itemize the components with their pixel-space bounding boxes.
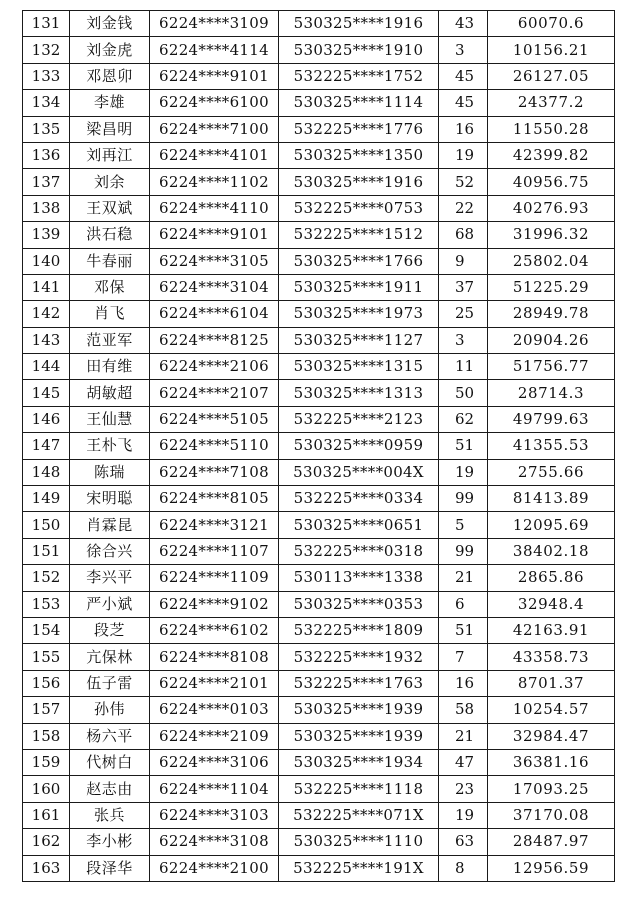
id-number-cell: 532225****1809 [279, 617, 439, 643]
name-cell: 杨六平 [70, 723, 150, 749]
bank-card-cell: 6224****2109 [150, 723, 279, 749]
id-number-cell: 530325****1934 [279, 749, 439, 775]
id-number-cell: 532225****0753 [279, 195, 439, 221]
row-index-cell: 158 [23, 723, 70, 749]
bank-card-cell: 6224****3121 [150, 512, 279, 538]
id-number-cell: 530325****0353 [279, 591, 439, 617]
amount-cell: 10254.57 [488, 697, 615, 723]
bank-card-cell: 6224****4101 [150, 142, 279, 168]
id-number-cell: 532225****1763 [279, 670, 439, 696]
count-cell: 19 [439, 459, 488, 485]
count-cell: 37 [439, 274, 488, 300]
bank-card-cell: 6224****7100 [150, 116, 279, 142]
name-cell: 王仙慧 [70, 406, 150, 432]
bank-card-cell: 6224****9101 [150, 63, 279, 89]
row-index-cell: 147 [23, 433, 70, 459]
count-cell: 51 [439, 617, 488, 643]
id-number-cell: 530325****0959 [279, 433, 439, 459]
name-cell: 邓保 [70, 274, 150, 300]
count-cell: 3 [439, 37, 488, 63]
amount-cell: 36381.16 [488, 749, 615, 775]
table-row [23, 37, 615, 63]
name-cell: 胡敏超 [70, 380, 150, 406]
table-row [23, 829, 615, 855]
name-cell: 段泽华 [70, 855, 150, 881]
amount-cell: 26127.05 [488, 63, 615, 89]
table-row [23, 142, 615, 168]
row-index-cell: 133 [23, 63, 70, 89]
count-cell: 6 [439, 591, 488, 617]
amount-cell: 31996.32 [488, 222, 615, 248]
row-index-cell: 156 [23, 670, 70, 696]
amount-cell: 28949.78 [488, 301, 615, 327]
name-cell: 严小斌 [70, 591, 150, 617]
bank-card-cell: 6224****2100 [150, 855, 279, 881]
bank-card-cell: 6224****5110 [150, 433, 279, 459]
table-row [23, 433, 615, 459]
amount-cell: 17093.25 [488, 776, 615, 802]
table-body [23, 11, 615, 882]
id-number-cell: 530325****1973 [279, 301, 439, 327]
row-index-cell: 142 [23, 301, 70, 327]
row-index-cell: 131 [23, 11, 70, 37]
name-cell: 徐合兴 [70, 538, 150, 564]
id-number-cell: 530325****1916 [279, 11, 439, 37]
name-cell: 赵志由 [70, 776, 150, 802]
name-cell: 段芝 [70, 617, 150, 643]
row-index-cell: 157 [23, 697, 70, 723]
name-cell: 刘金钱 [70, 11, 150, 37]
id-number-cell: 530325****1110 [279, 829, 439, 855]
bank-card-cell: 6224****2106 [150, 354, 279, 380]
table-row [23, 248, 615, 274]
bank-card-cell: 6224****6102 [150, 617, 279, 643]
count-cell: 21 [439, 723, 488, 749]
amount-cell: 25802.04 [488, 248, 615, 274]
id-number-cell: 532225****1932 [279, 644, 439, 670]
bank-card-cell: 6224****9102 [150, 591, 279, 617]
count-cell: 19 [439, 802, 488, 828]
id-number-cell: 532225****0318 [279, 538, 439, 564]
id-number-cell: 530325****1127 [279, 327, 439, 353]
bank-card-cell: 6224****1104 [150, 776, 279, 802]
amount-cell: 8701.37 [488, 670, 615, 696]
bank-card-cell: 6224****8108 [150, 644, 279, 670]
count-cell: 62 [439, 406, 488, 432]
table-row [23, 169, 615, 195]
bank-card-cell: 6224****4114 [150, 37, 279, 63]
table-row [23, 697, 615, 723]
table-row [23, 354, 615, 380]
amount-cell: 28714.3 [488, 380, 615, 406]
id-number-cell: 532225****071X [279, 802, 439, 828]
bank-card-cell: 6224****1107 [150, 538, 279, 564]
table-row [23, 301, 615, 327]
row-index-cell: 136 [23, 142, 70, 168]
row-index-cell: 150 [23, 512, 70, 538]
bank-card-cell: 6224****3109 [150, 11, 279, 37]
amount-cell: 32984.47 [488, 723, 615, 749]
table-row [23, 327, 615, 353]
name-cell: 伍子雷 [70, 670, 150, 696]
table-row [23, 406, 615, 432]
table-row [23, 116, 615, 142]
row-index-cell: 161 [23, 802, 70, 828]
count-cell: 19 [439, 142, 488, 168]
id-number-cell: 532225****1118 [279, 776, 439, 802]
amount-cell: 12095.69 [488, 512, 615, 538]
table-row [23, 195, 615, 221]
table-row [23, 617, 615, 643]
table-row [23, 486, 615, 512]
count-cell: 50 [439, 380, 488, 406]
name-cell: 李雄 [70, 90, 150, 116]
name-cell: 刘金虎 [70, 37, 150, 63]
id-number-cell: 530325****1939 [279, 697, 439, 723]
name-cell: 洪石稳 [70, 222, 150, 248]
bank-card-cell: 6224****6104 [150, 301, 279, 327]
row-index-cell: 163 [23, 855, 70, 881]
id-number-cell: 532225****0334 [279, 486, 439, 512]
table-row [23, 644, 615, 670]
id-number-cell: 530325****1939 [279, 723, 439, 749]
row-index-cell: 148 [23, 459, 70, 485]
bank-card-cell: 6224****2101 [150, 670, 279, 696]
table-row [23, 670, 615, 696]
id-number-cell: 530325****1910 [279, 37, 439, 63]
name-cell: 邓恩卯 [70, 63, 150, 89]
id-number-cell: 530325****1911 [279, 274, 439, 300]
id-number-cell: 532225****2123 [279, 406, 439, 432]
name-cell: 刘再江 [70, 142, 150, 168]
row-index-cell: 160 [23, 776, 70, 802]
bank-card-cell: 6224****8125 [150, 327, 279, 353]
count-cell: 23 [439, 776, 488, 802]
name-cell: 张兵 [70, 802, 150, 828]
id-number-cell: 530325****1766 [279, 248, 439, 274]
name-cell: 刘余 [70, 169, 150, 195]
name-cell: 肖霖昆 [70, 512, 150, 538]
data-table [22, 10, 615, 882]
bank-card-cell: 6224****7108 [150, 459, 279, 485]
amount-cell: 49799.63 [488, 406, 615, 432]
row-index-cell: 140 [23, 248, 70, 274]
count-cell: 11 [439, 354, 488, 380]
id-number-cell: 530325****0651 [279, 512, 439, 538]
amount-cell: 60070.6 [488, 11, 615, 37]
count-cell: 3 [439, 327, 488, 353]
row-index-cell: 139 [23, 222, 70, 248]
bank-card-cell: 6224****5105 [150, 406, 279, 432]
amount-cell: 37170.08 [488, 802, 615, 828]
amount-cell: 40276.93 [488, 195, 615, 221]
amount-cell: 41355.53 [488, 433, 615, 459]
row-index-cell: 152 [23, 565, 70, 591]
row-index-cell: 149 [23, 486, 70, 512]
count-cell: 16 [439, 670, 488, 696]
amount-cell: 51756.77 [488, 354, 615, 380]
row-index-cell: 135 [23, 116, 70, 142]
name-cell: 宋明聪 [70, 486, 150, 512]
bank-card-cell: 6224****9101 [150, 222, 279, 248]
amount-cell: 28487.97 [488, 829, 615, 855]
bank-card-cell: 6224****4110 [150, 195, 279, 221]
bank-card-cell: 6224****3108 [150, 829, 279, 855]
count-cell: 45 [439, 63, 488, 89]
table-row [23, 802, 615, 828]
count-cell: 47 [439, 749, 488, 775]
amount-cell: 2865.86 [488, 565, 615, 591]
bank-card-cell: 6224****2107 [150, 380, 279, 406]
table-row [23, 749, 615, 775]
id-number-cell: 530325****1313 [279, 380, 439, 406]
bank-card-cell: 6224****3104 [150, 274, 279, 300]
amount-cell: 20904.26 [488, 327, 615, 353]
count-cell: 16 [439, 116, 488, 142]
count-cell: 9 [439, 248, 488, 274]
row-index-cell: 132 [23, 37, 70, 63]
name-cell: 肖飞 [70, 301, 150, 327]
bank-card-cell: 6224****6100 [150, 90, 279, 116]
bank-card-cell: 6224****1102 [150, 169, 279, 195]
name-cell: 田有维 [70, 354, 150, 380]
id-number-cell: 532225****1512 [279, 222, 439, 248]
count-cell: 68 [439, 222, 488, 248]
amount-cell: 81413.89 [488, 486, 615, 512]
count-cell: 43 [439, 11, 488, 37]
row-index-cell: 159 [23, 749, 70, 775]
table-row [23, 591, 615, 617]
bank-card-cell: 6224****1109 [150, 565, 279, 591]
id-number-cell: 532225****1752 [279, 63, 439, 89]
row-index-cell: 155 [23, 644, 70, 670]
name-cell: 王朴飞 [70, 433, 150, 459]
amount-cell: 24377.2 [488, 90, 615, 116]
table-row [23, 855, 615, 881]
bank-card-cell: 6224****3103 [150, 802, 279, 828]
count-cell: 99 [439, 538, 488, 564]
count-cell: 7 [439, 644, 488, 670]
amount-cell: 43358.73 [488, 644, 615, 670]
row-index-cell: 143 [23, 327, 70, 353]
row-index-cell: 151 [23, 538, 70, 564]
name-cell: 亢保林 [70, 644, 150, 670]
row-index-cell: 154 [23, 617, 70, 643]
table-row [23, 274, 615, 300]
amount-cell: 10156.21 [488, 37, 615, 63]
count-cell: 58 [439, 697, 488, 723]
table-row [23, 565, 615, 591]
table-row [23, 380, 615, 406]
name-cell: 代树白 [70, 749, 150, 775]
row-index-cell: 141 [23, 274, 70, 300]
bank-card-cell: 6224****3106 [150, 749, 279, 775]
count-cell: 21 [439, 565, 488, 591]
table-row [23, 222, 615, 248]
id-number-cell: 530113****1338 [279, 565, 439, 591]
table-row [23, 538, 615, 564]
row-index-cell: 137 [23, 169, 70, 195]
name-cell: 李兴平 [70, 565, 150, 591]
amount-cell: 32948.4 [488, 591, 615, 617]
bank-card-cell: 6224****8105 [150, 486, 279, 512]
count-cell: 25 [439, 301, 488, 327]
name-cell: 孙伟 [70, 697, 150, 723]
count-cell: 22 [439, 195, 488, 221]
id-number-cell: 530325****1114 [279, 90, 439, 116]
name-cell: 李小彬 [70, 829, 150, 855]
count-cell: 5 [439, 512, 488, 538]
amount-cell: 42399.82 [488, 142, 615, 168]
count-cell: 99 [439, 486, 488, 512]
amount-cell: 12956.59 [488, 855, 615, 881]
bank-card-cell: 6224****0103 [150, 697, 279, 723]
amount-cell: 38402.18 [488, 538, 615, 564]
name-cell: 牛春丽 [70, 248, 150, 274]
table-row [23, 63, 615, 89]
id-number-cell: 530325****1916 [279, 169, 439, 195]
amount-cell: 11550.28 [488, 116, 615, 142]
id-number-cell: 532225****191X [279, 855, 439, 881]
amount-cell: 2755.66 [488, 459, 615, 485]
row-index-cell: 138 [23, 195, 70, 221]
row-index-cell: 162 [23, 829, 70, 855]
name-cell: 梁昌明 [70, 116, 150, 142]
count-cell: 45 [439, 90, 488, 116]
row-index-cell: 146 [23, 406, 70, 432]
bank-card-cell: 6224****3105 [150, 248, 279, 274]
id-number-cell: 532225****1776 [279, 116, 439, 142]
count-cell: 63 [439, 829, 488, 855]
count-cell: 52 [439, 169, 488, 195]
table-row [23, 512, 615, 538]
id-number-cell: 530325****004X [279, 459, 439, 485]
amount-cell: 51225.29 [488, 274, 615, 300]
count-cell: 51 [439, 433, 488, 459]
name-cell: 陈瑞 [70, 459, 150, 485]
count-cell: 8 [439, 855, 488, 881]
row-index-cell: 153 [23, 591, 70, 617]
table-row [23, 90, 615, 116]
amount-cell: 40956.75 [488, 169, 615, 195]
row-index-cell: 145 [23, 380, 70, 406]
name-cell: 王双斌 [70, 195, 150, 221]
id-number-cell: 530325****1350 [279, 142, 439, 168]
name-cell: 范亚军 [70, 327, 150, 353]
row-index-cell: 144 [23, 354, 70, 380]
table-row [23, 459, 615, 485]
id-number-cell: 530325****1315 [279, 354, 439, 380]
amount-cell: 42163.91 [488, 617, 615, 643]
table-row [23, 776, 615, 802]
table-row [23, 723, 615, 749]
row-index-cell: 134 [23, 90, 70, 116]
table-row [23, 11, 615, 37]
